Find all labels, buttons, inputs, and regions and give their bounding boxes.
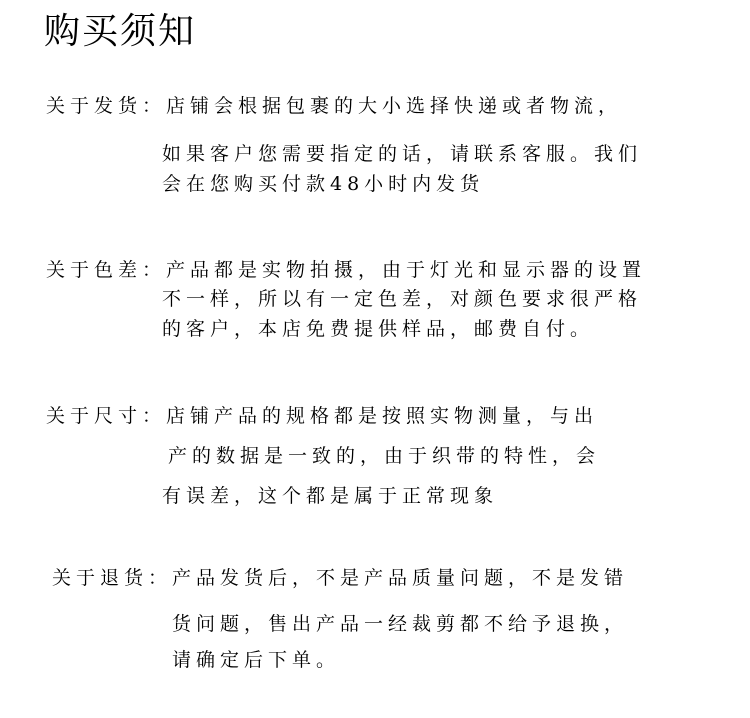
size-line-3: 有误差，这个都是属于正常现象: [162, 485, 499, 507]
shipping-line-3: 会在您购买付款48小时内发货: [162, 173, 485, 195]
color-line-3: 的客户，本店免费提供样品，邮费自付。: [162, 318, 595, 340]
page-title: 购买须知: [44, 11, 197, 52]
size-line-2: 产的数据是一致的，由于织带的特性，会: [168, 445, 601, 467]
returns-line-2: 货问题，售出产品一经裁剪都不给予退换，: [172, 613, 629, 635]
returns-line-1: 关于退货：产品发货后，不是产品质量问题，不是发错: [52, 567, 629, 589]
color-line-1: 关于色差：产品都是实物拍摄，由于灯光和显示器的设置: [46, 259, 647, 281]
size-line-1: 关于尺寸：店铺产品的规格都是按照实物测量，与出: [46, 405, 599, 427]
shipping-line-1: 关于发货：店铺会根据包裹的大小选择快递或者物流，: [46, 95, 623, 117]
returns-line-3: 请确定后下单。: [172, 649, 341, 671]
shipping-line-2: 如果客户您需要指定的话，请联系客服。我们: [162, 143, 643, 165]
color-line-2: 不一样，所以有一定色差，对颜色要求很严格: [162, 288, 643, 310]
